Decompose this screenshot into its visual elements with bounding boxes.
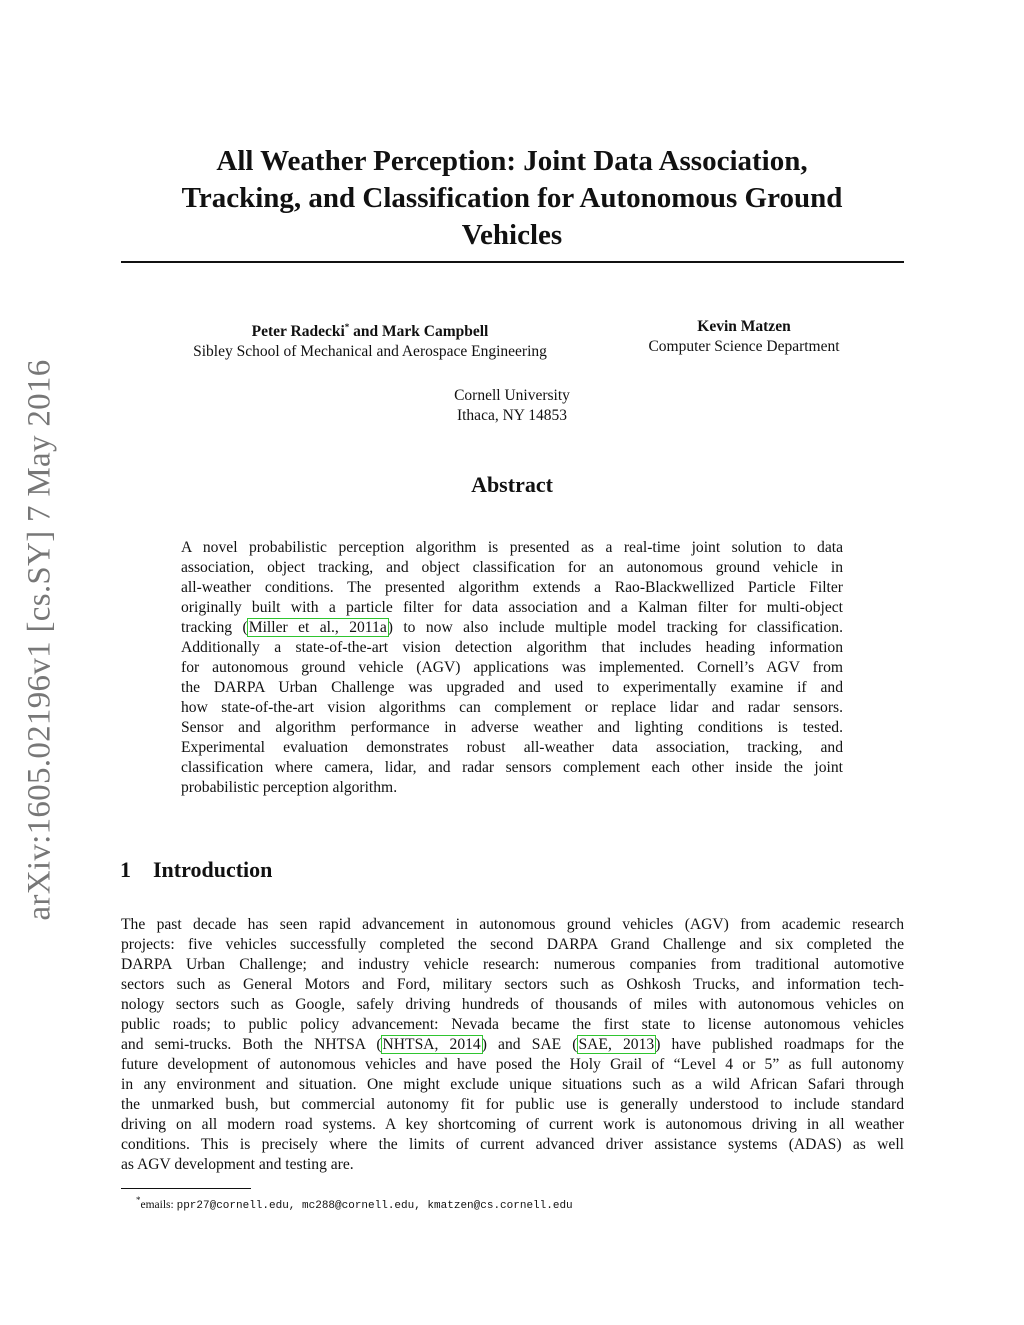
text-line (121, 975, 904, 995)
text-line (181, 778, 843, 798)
text-segment: ) and SAE ( (481, 1036, 578, 1053)
paper-title (100, 143, 924, 254)
text-segment: A novel probabilistic perception algorithm is presented as a real-time joint solution to data (181, 539, 843, 556)
text-segment: tracking ( (181, 619, 248, 636)
institution-name: Cornell University (454, 387, 570, 404)
text-segment: in any environment and situation. One might exclude unique situations such as a wild African Safari through (121, 1076, 904, 1093)
text-line (121, 1095, 904, 1115)
section-title: Introduction (153, 857, 273, 882)
arxiv-identifier: arXiv:1605.02196v1 [cs.SY] 7 May 2016 (21, 359, 58, 921)
text-line (181, 758, 843, 778)
abstract-text (181, 538, 843, 798)
text-line (121, 1035, 904, 1055)
text-segment: all-weather conditions. The presented algorithm extends a Rao-Blackwellized Particle Filter (181, 579, 843, 596)
section-heading (120, 857, 272, 883)
text-line (121, 1055, 904, 1075)
text-line (181, 718, 843, 738)
text-line (181, 578, 843, 598)
text-line (181, 678, 843, 698)
text-line (121, 935, 904, 955)
text-segment: Experimental evaluation demonstrates robust all-weather data association, tracking, and (181, 739, 843, 756)
text-segment: driving on all modern road systems. A key shortcoming of current work is autonomous driving in all weather (121, 1116, 904, 1133)
text-line (121, 1135, 904, 1155)
text-segment: the unmarked bush, but commercial autonomy fit for public use is generally understood to include standard (121, 1096, 904, 1113)
footnote-emails: ppr27@cornell.edu, mc288@cornell.edu, kmatzen@cs.cornell.edu (176, 1199, 573, 1212)
text-segment: Additionally a state-of-the-art vision detection algorithm that includes heading information (181, 639, 843, 656)
text-line (181, 598, 843, 618)
author-block-2 (594, 317, 894, 357)
intro-text (121, 915, 904, 1175)
text-segment: sectors such as General Motors and Ford, military sectors such as Oshkosh Trucks, and information tech- (121, 976, 904, 993)
abstract-heading: Abstract (471, 472, 553, 497)
text-segment: for autonomous ground vehicle (AGV) applications was implemented. Cornell’s AGV from (181, 659, 843, 676)
text-line (121, 915, 904, 935)
text-segment: ) have published roadmaps for the (655, 1036, 904, 1053)
text-segment: DARPA Urban Challenge; and industry vehicle research: numerous companies from traditional automotive (121, 956, 904, 973)
text-line (121, 955, 904, 975)
title-line: Tracking, and Classification for Autonomous Ground (181, 182, 843, 214)
author-affiliation: Sibley School of Mechanical and Aerospace Engineering (193, 343, 547, 361)
footnote-rule (121, 1188, 251, 1189)
institution (312, 386, 712, 426)
title-line: Vehicles (461, 219, 563, 251)
text-line (181, 698, 843, 718)
author-affiliation: Computer Science Department (648, 338, 840, 355)
title-line: All Weather Perception: Joint Data Association, (216, 145, 808, 177)
text-segment: probabilistic perception algorithm. (181, 779, 398, 796)
text-segment: The past decade has seen rapid advancement in autonomous ground vehicles (AGV) from academic research (121, 916, 904, 933)
text-line (181, 558, 843, 578)
text-line (181, 638, 843, 658)
text-line (181, 738, 843, 758)
citation-link[interactable]: NHTSA, 2014 (382, 1036, 481, 1053)
footnote-mark: * (136, 1195, 141, 1205)
text-segment: Sensor and algorithm performance in adverse weather and lighting conditions is tested. (181, 719, 843, 736)
institution-address: Ithaca, NY 14853 (456, 407, 568, 424)
author-names: and Mark Campbell (349, 323, 489, 341)
text-segment: how state-of-the-art vision algorithms can complement or replace lidar and radar sensors. (181, 699, 843, 716)
text-line (181, 658, 843, 678)
text-segment: future development of autonomous vehicles and have posed the Holy Grail of “Level 4 or 5” as full autonomy (121, 1056, 904, 1073)
citation-link[interactable]: SAE, 2013 (578, 1036, 655, 1053)
text-segment: classification where camera, lidar, and radar sensors complement each other inside the joint (181, 759, 843, 776)
author-names: Kevin Matzen (697, 318, 791, 335)
text-line (181, 618, 843, 638)
citation-link[interactable]: Miller et al., 2011a (248, 619, 387, 636)
text-line (121, 1075, 904, 1095)
text-segment: projects: five vehicles successfully completed the second DARPA Grand Challenge and six completed the (121, 936, 904, 953)
section-number: 1 (120, 857, 131, 882)
text-segment: ) to now also include multiple model tracking for classification. (387, 619, 843, 636)
text-line (121, 1015, 904, 1035)
text-line (121, 1115, 904, 1135)
footnote (136, 1193, 573, 1213)
text-segment: and semi-trucks. Both the NHTSA ( (121, 1036, 382, 1053)
footnote-mark: * (344, 322, 350, 332)
text-segment: public roads; to public policy advancement: Nevada became the first state to license autonomous vehicles (121, 1016, 904, 1033)
text-segment: conditions. This is precisely where the limits of current advanced driver assistance systems (ADAS) as well (121, 1136, 904, 1153)
author-block-1 (120, 317, 620, 362)
text-line (121, 1155, 904, 1175)
title-rule (121, 261, 904, 263)
text-line (181, 538, 843, 558)
text-segment: as AGV development and testing are. (121, 1156, 354, 1173)
text-line (121, 995, 904, 1015)
footnote-label: emails: (140, 1198, 177, 1211)
text-segment: nology sectors such as Google, safely driving hundreds of thousands of miles with autonomous vehicles on (121, 996, 904, 1013)
text-segment: association, object tracking, and object classification for an autonomous ground vehicle in (181, 559, 843, 576)
author-names: Peter Radecki (251, 323, 345, 341)
text-segment: the DARPA Urban Challenge was upgraded and used to experimentally examine if and (181, 679, 843, 696)
text-segment: originally built with a particle filter for data association and a Kalman filter for multi-object (181, 599, 843, 616)
